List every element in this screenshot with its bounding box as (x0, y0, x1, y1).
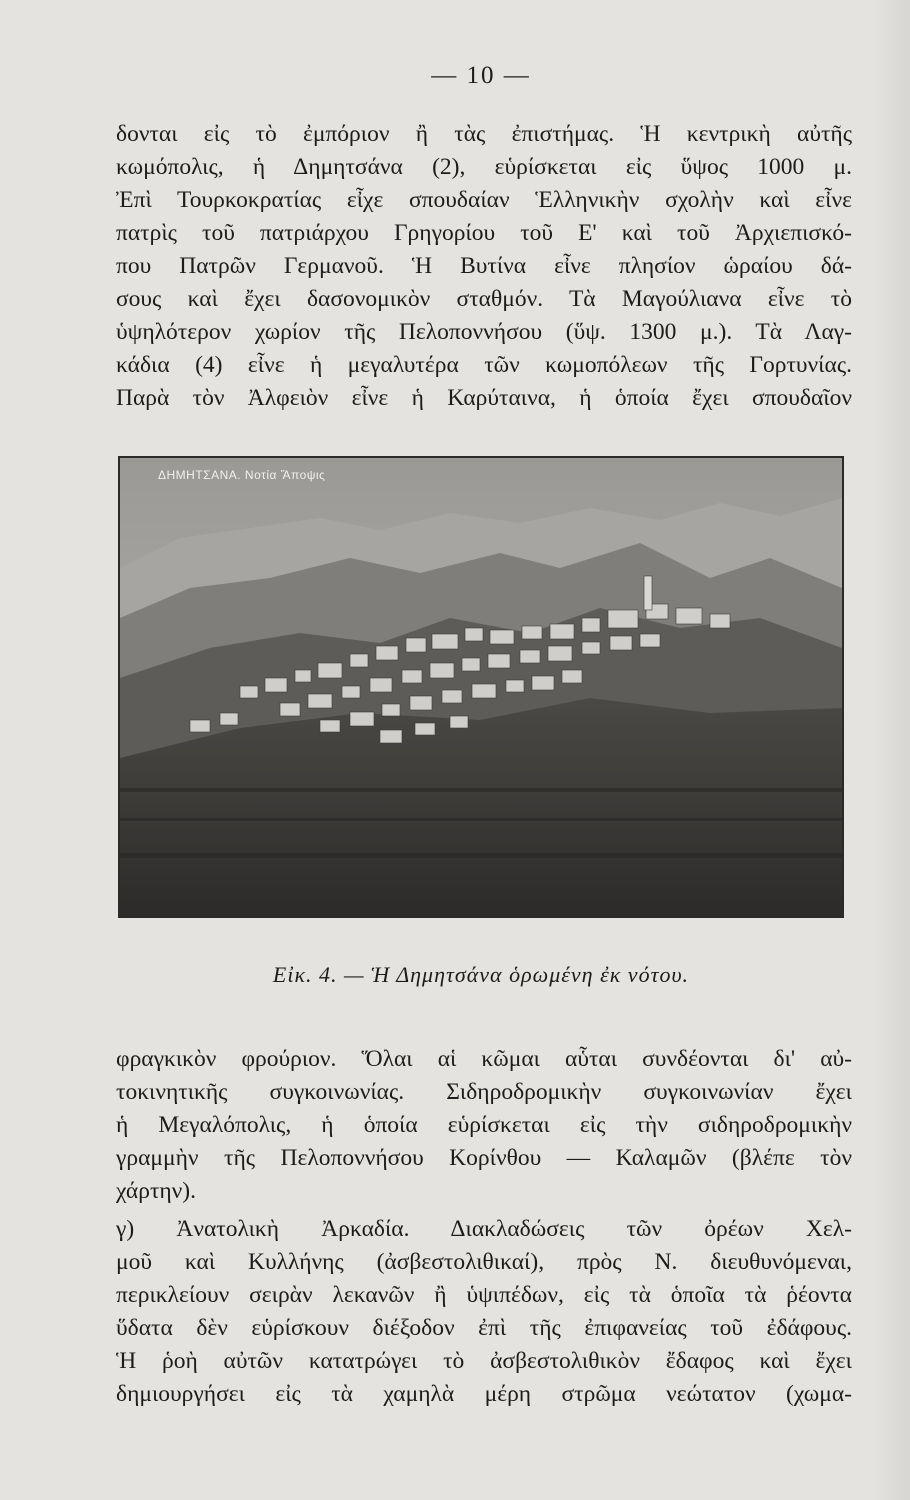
figure-caption: Εἰκ. 4. — Ἡ Δημητσάνα ὁρωμένη ἐκ νότου. (272, 962, 690, 987)
text-line: ἡ Μεγαλόπολις, ἡ ὁποία εὑρίσκεται εἰς τὴν σιδηροδρομικὴν (116, 1112, 852, 1138)
paragraph-2 (116, 1043, 852, 1208)
text-line: ὑψηλότερον χωρίον τῆς Πελοποννήσου (ὕψ. 1300 μ.). Τὰ Λαγ- (116, 319, 852, 345)
text-line: κωμόπολις, ἡ Δημητσάνα (2), εὑρίσκεται εἰς ὕψος 1000 μ. (116, 154, 852, 180)
text-line: γ) Ἀνατολικὴ Ἀρκαδία. Διακλαδώσεις τῶν ὀρέων Χελ- (116, 1216, 852, 1242)
text-line: ὕδατα δὲν εὑρίσκουν διέξοδον ἐπὶ τῆς ἐπιφανείας τοῦ ἐδάφους. (116, 1315, 852, 1341)
text-line: δονται εἰς τὸ ἐμπόριον ἢ τὰς ἐπιστήμας. Ἡ κεντρικὴ αὐτῆς (116, 121, 852, 147)
village-photo-illustration (120, 458, 842, 916)
text-line: που Πατρῶν Γερμανοῦ. Ἡ Βυτίνα εἶνε πλησίον ὡραίου δά- (116, 253, 852, 279)
text-line: σους καὶ ἔχει δασονομικὸν σταθμόν. Τὰ Μαγούλιανα εἶνε τὸ (116, 286, 852, 312)
text-line: πατρὶς τοῦ πατριάρχου Γρηγορίου τοῦ Ε' καὶ τοῦ Ἀρχιεπισκό- (116, 220, 852, 246)
paragraph-3 (116, 1213, 852, 1411)
text-line: Ἡ ῥοὴ αὐτῶν κατατρώγει τὸ ἀσβεστολιθικὸν ἔδαφος καὶ ἔχει (116, 1348, 852, 1374)
text-line: περικλείουν σειρὰν λεκανῶν ἢ ὑψιπέδων, εἰς τὰ ὁποῖα τὰ ῥέοντα (116, 1282, 852, 1308)
text-line: δημιουργήσει εἰς τὰ χαμηλὰ μέρη στρῶμα νεώτατον (χωμα- (116, 1381, 852, 1407)
paragraph-1 (116, 118, 852, 415)
text-line: γραμμὴν τῆς Πελοποννήσου Κορίνθου — Καλαμῶν (βλέπε τὸν (116, 1145, 852, 1171)
photo-label: ΔΗΜΗΤΣΑΝΑ. Νοτία Ἄποψις (158, 468, 326, 482)
text-line: κάδια (4) εἶνε ἡ μεγαλυτέρα τῶν κωμοπόλεων τῆς Γορτυνίας. (116, 352, 852, 378)
text-line: Ἐπὶ Τουρκοκρατίας εἶχε σπουδαίαν Ἑλληνικὴν σχολὴν καὶ εἶνε (116, 187, 852, 213)
text-line: μοῦ καὶ Κυλλήνης (ἀσβεστολιθικαί), πρὸς Ν. διευθυνόμεναι, (116, 1249, 852, 1275)
text-line: τοκινητικῆς συγκοινωνίας. Σιδηροδρομικὴν συγκοινωνίαν ἔχει (116, 1079, 852, 1105)
text-line: Παρὰ τὸν Ἀλφειὸν εἶνε ἡ Καρύταινα, ἡ ὁποία ἔχει σπουδαῖον (116, 385, 852, 411)
page-number: — 10 — (431, 62, 531, 89)
figure-photo (118, 456, 844, 918)
text-line: χάρτην). (116, 1178, 197, 1204)
text-line: φραγκικὸν φρούριον. Ὅλαι αἱ κῶμαι αὗται συνδέονται δι' αὐ- (116, 1046, 852, 1072)
page-fold-shadow (870, 0, 910, 1500)
